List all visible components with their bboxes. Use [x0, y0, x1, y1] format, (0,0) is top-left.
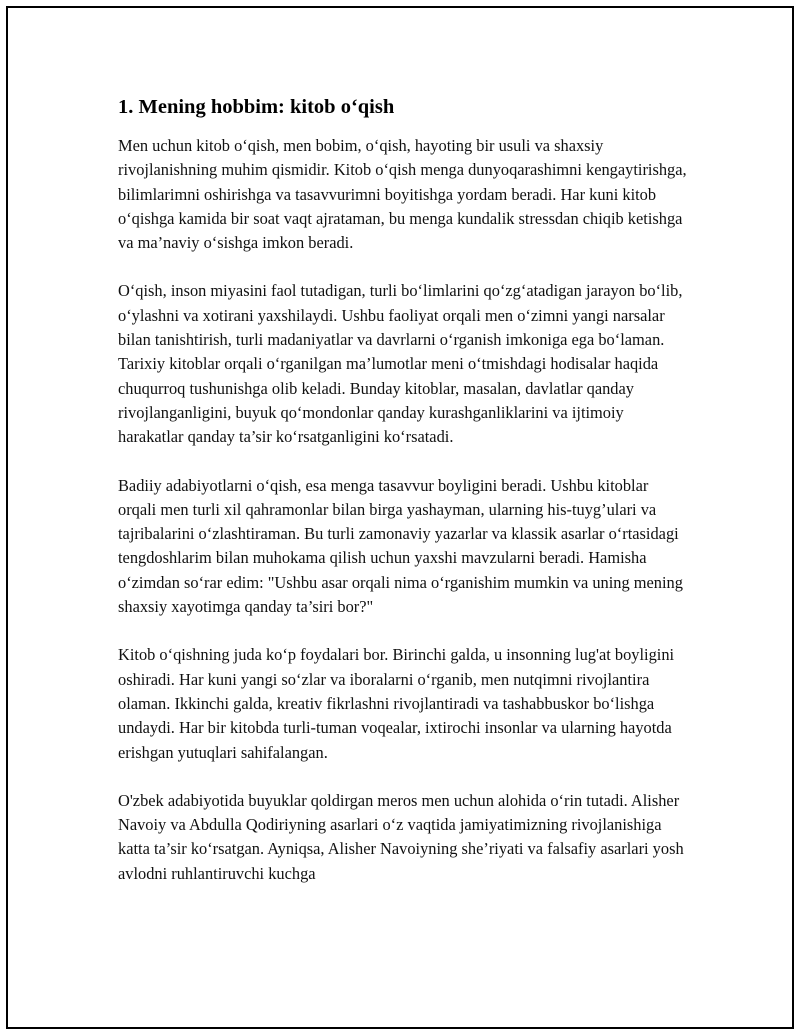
paragraph-5: O'zbek adabiyotida buyuklar qoldirgan meros men uchun alohida o‘rin tutadi. Alisher Navoiy va Abdulla Qodiriyning asarlari o‘z vaqtida jamiyatimizning rivojlanishiga katta ta’sir ko‘rsatgan. Ayniqsa, Alisher Navoiyning she’riyati va falsafiy asarlari yosh avlodni ruhlantiruvchi kuchga	[118, 790, 684, 883]
paragraph-1: Men uchun kitob o‘qish, men bobim, o‘qish, hayoting bir usuli va shaxsiy rivojlanishning muhim qismidir. Kitob o‘qish menga dunyoqarashimni kengaytirishga, bilimlarimni oshirishga va tasavvurimni boyitishga yordam beradi. Har kuni kitob o‘qishga kamida bir soat vaqt ajrataman, bu menga kundalik stressdan chiqib ketishga va ma’naviy o‘sishga imkon beradi.	[118, 136, 687, 253]
paragraph-3: Badiiy adabiyotlarni o‘qish, esa menga tasavvur boyligini beradi. Ushbu kitoblar orqali men turli xil qahramonlar bilan birga yashayman, ularning his-tuyg’ulari va tajribalarini o‘zlashtiraman. Bu turli zamonaviy yazarlar va klassik asarlar o‘rtasidagi tengdoshlarim bilan muhokama qilish uchun yaxshi mavzularni beradi. Hamisha o‘zimdan so‘rar edim: "Ushbu asar orqali nima o‘rganishim mumkin va uning mening shaxsiy xayotimga qanday ta’siri bor?"	[118, 475, 683, 617]
paragraph-2: O‘qish, inson miyasini faol tutadigan, turli bo‘limlarini qo‘zg‘atadigan jarayon bo‘lib, o‘ylashni va xotirani yaxshilaydi. Ushbu faoliyat orqali men o‘zimni yangi narsalar bilan tanishtirish, turli madaniyatlar va davrlarni o‘rganish imkoniga ega bo‘laman. Tarixiy kitoblar orqali o‘rganilgan ma’lumotlar meni o‘tmishdagi hodisalar haqida chuqurroq tushunishga olib keladi. Bunday kitoblar, masalan, davlatlar qanday rivojlanganligini, buyuk qo‘mondonlar qanday kurashganliklarini va ijtimoiy harakatlar qanday ta’sir ko‘rsatganligini ko‘rsatadi.	[118, 281, 683, 447]
paragraph-4: Kitob o‘qishning juda ko‘p foydalari bor. Birinchi galda, u insonning lug'at boyligini oshiradi. Har kuni yangi so‘zlar va iboralarni o‘rganib, men nutqimni rivojlantira olaman. Ikkinchi galda, kreativ fikrlashni rivojlantiradi va tashabbuskor bo‘lishga undaydi. Har bir kitobda turli-tuman voqealar, ixtirochi insonlar va ularning hayotda erishgan yutuqlari sahifalangan.	[118, 645, 675, 762]
section-heading: 1. Mening hobbim: kitob o‘qish	[118, 96, 395, 118]
document-body	[118, 95, 690, 910]
